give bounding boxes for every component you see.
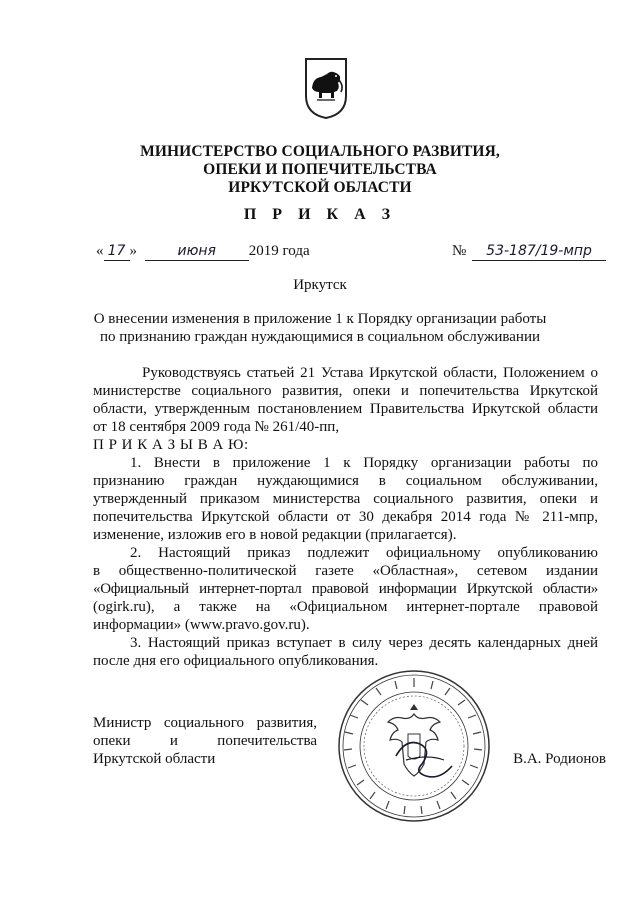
preamble-line-1: Руководствуясь статьей 21 Устава Иркутской области, Положением о: [142, 365, 598, 381]
signatory-name: В.А. Родионов: [513, 751, 606, 767]
order-title: П Р И К А З: [243, 206, 397, 223]
item-2-line-4: (ogirk.ru), а также на «Официальном интернет-портале правовой: [93, 599, 598, 615]
preamble-line-2: министерстве социального развития, опеки и попечительства Иркутской: [93, 383, 598, 399]
ministry-name-line-3: ИРКУТСКОЙ ОБЛАСТИ: [228, 179, 412, 196]
item-1-line-2: признанию граждан нуждающимися в социальном обслуживании,: [93, 473, 598, 489]
ministry-name-line-2: ОПЕКИ И ПОПЕЧИТЕЛЬСТВА: [203, 161, 437, 178]
preamble-line-4: от 18 сентября 2009 года № 261/40-пп,: [93, 419, 340, 435]
date-quote-open: «: [96, 243, 104, 259]
item-2-line-5: информации» (www.pravo.gov.ru).: [93, 617, 310, 633]
order-number: [452, 242, 612, 261]
item-1-line-1: 1. Внести в приложение 1 к Порядку организации работы по: [130, 455, 598, 471]
date-month: июня: [145, 242, 249, 261]
item-1-line-5: изменение, изложив его в новой редакции (прилагается).: [93, 527, 457, 543]
item-3-line-1: 3. Настоящий приказ вступает в силу через десять календарных дней: [130, 635, 598, 651]
official-seal-stamp: [336, 668, 492, 824]
date-day: 17: [104, 242, 130, 261]
date-year: 2019 года: [248, 243, 310, 259]
preamble-line-3: области, утвержденным постановлением Правительства Иркутской области: [93, 401, 598, 417]
item-1-line-3: утвержденный приказом министерства социального развития, опеки и: [93, 491, 598, 507]
order-word: П Р И К А З Ы В А Ю:: [93, 437, 249, 453]
item-2-line-2: в общественно-политической газете «Областная», сетевом издании: [93, 563, 598, 579]
order-date: [96, 242, 336, 261]
city: Иркутск: [293, 277, 347, 293]
item-2-line-1: 2. Настоящий приказ подлежит официальному опубликованию: [130, 545, 598, 561]
order-number-value: 53-187/19-мпр: [472, 242, 606, 261]
signatory-title-line-2: опеки и попечительства: [93, 733, 317, 749]
item-3-line-2: после дня его официального опубликования.: [93, 653, 379, 669]
subject-line-2: по признанию граждан нуждающимися в социальном обслуживании: [99, 329, 541, 345]
order-number-prefix: №: [452, 243, 467, 259]
signatory-title-line-3: Иркутской области: [93, 751, 216, 767]
item-2-line-3: «Официальный интернет-портал правовой информации Иркутской области»: [93, 581, 598, 597]
date-quote-close: »: [129, 243, 137, 259]
item-1-line-4: попечительства Иркутской области от 30 декабря 2014 года № 211-мпр,: [93, 509, 598, 525]
coat-of-arms-emblem: [303, 56, 349, 120]
ministry-name-line-1: МИНИСТЕРСТВО СОЦИАЛЬНОГО РАЗВИТИЯ,: [140, 143, 500, 160]
subject-line-1: О внесении изменения в приложение 1 к Порядку организации работы: [93, 311, 547, 327]
signatory-title-line-1: Министр социального развития,: [93, 715, 317, 731]
